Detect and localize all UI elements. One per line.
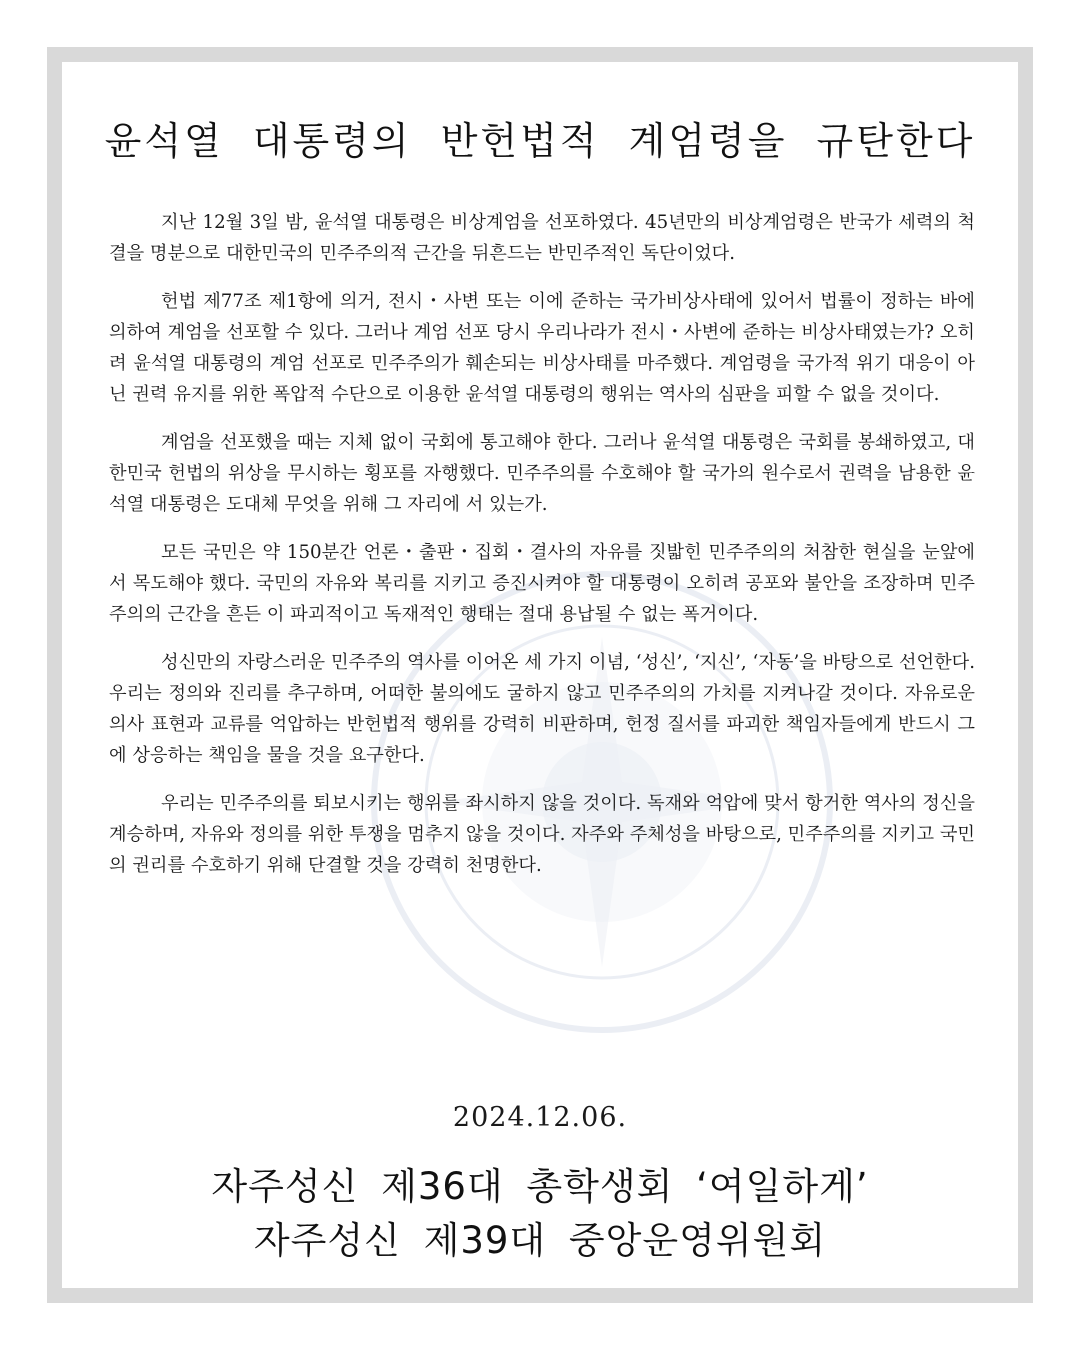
signature-central-committee: 자주성신 제39대 중앙운영위원회 (253, 1219, 827, 1262)
signature-student-council: 자주성신 제36대 총학생회 ‘여일하게’ (211, 1165, 869, 1208)
paragraph-4: 모든 국민은 약 150분간 언론・출판・집회・결사의 자유를 짓밟힌 민주주의의 처참한 현실을 눈앞에서 목도해야 했다. 국민의 자유와 복리를 지키고 증진시켜야 할 대통령이 오히려 공포와 불안을 조장하며 민주주의의 근간을 흔든 이 파괴적이고 독재적인 행태는 절대 용납될 수 없는 폭거이다. (109, 542, 975, 625)
paragraph-5: 성신만의 자랑스러운 민주주의 역사를 이어온 세 가지 이념, ‘성신’, ‘지신’, ‘자동’을 바탕으로 선언한다. 우리는 정의와 진리를 추구하며, 어떠한 불의에도 굴하지 않고 민주주의의 가치를 지켜나갈 것이다. 자유로운 의사 표현과 교류를 억압하는 반헌법적 행위를 강력히 비판하며, 헌정 질서를 파괴한 책임자들에게 반드시 그에 상응하는 책임을 물을 것을 요구한다. (109, 652, 975, 766)
statement-date: 2024.12.06. (452, 1102, 628, 1133)
document-page (62, 62, 1018, 1288)
paragraph-1: 지난 12월 3일 밤, 윤석열 대통령은 비상계엄을 선포하였다. 45년만의 비상계엄령은 반국가 세력의 척결을 명분으로 대한민국의 민주주의적 근간을 뒤흔드는 반민주적인 독단이었다. (109, 212, 975, 264)
page-title: 윤석열 대통령의 반헌법적 계엄령을 규탄한다 (104, 119, 976, 163)
paragraph-3: 계엄을 선포했을 때는 지체 없이 국회에 통고해야 한다. 그러나 윤석열 대통령은 국회를 봉쇄하였고, 대한민국 헌법의 위상을 무시하는 횡포를 자행했다. 민주주의를 수호해야 할 국가의 원수로서 권력을 남용한 윤석열 대통령은 도대체 무엇을 위해 그 자리에 서 있는가. (109, 432, 975, 515)
paragraph-6: 우리는 민주주의를 퇴보시키는 행위를 좌시하지 않을 것이다. 독재와 억압에 맞서 항거한 역사의 정신을 계승하며, 자유와 정의를 위한 투쟁을 멈추지 않을 것이다. 자주와 주체성을 바탕으로, 민주주의를 지키고 국민의 권리를 수호하기 위해 단결할 것을 강력히 천명한다. (109, 793, 975, 876)
statement-body (109, 207, 975, 898)
paragraph-2: 헌법 제77조 제1항에 의거, 전시・사변 또는 이에 준하는 국가비상사태에 있어서 법률이 정하는 바에 의하여 계엄을 선포할 수 있다. 그러나 계엄 선포 당시 우리나라가 전시・사변에 준하는 비상사태였는가? 오히려 윤석열 대통령의 계엄 선포로 민주주의가 훼손되는 비상사태를 마주했다. 계엄령을 국가적 위기 대응이 아닌 권력 유지를 위한 폭압적 수단으로 이용한 윤석열 대통령의 행위는 역사의 심판을 피할 수 없을 것이다. (109, 291, 975, 405)
